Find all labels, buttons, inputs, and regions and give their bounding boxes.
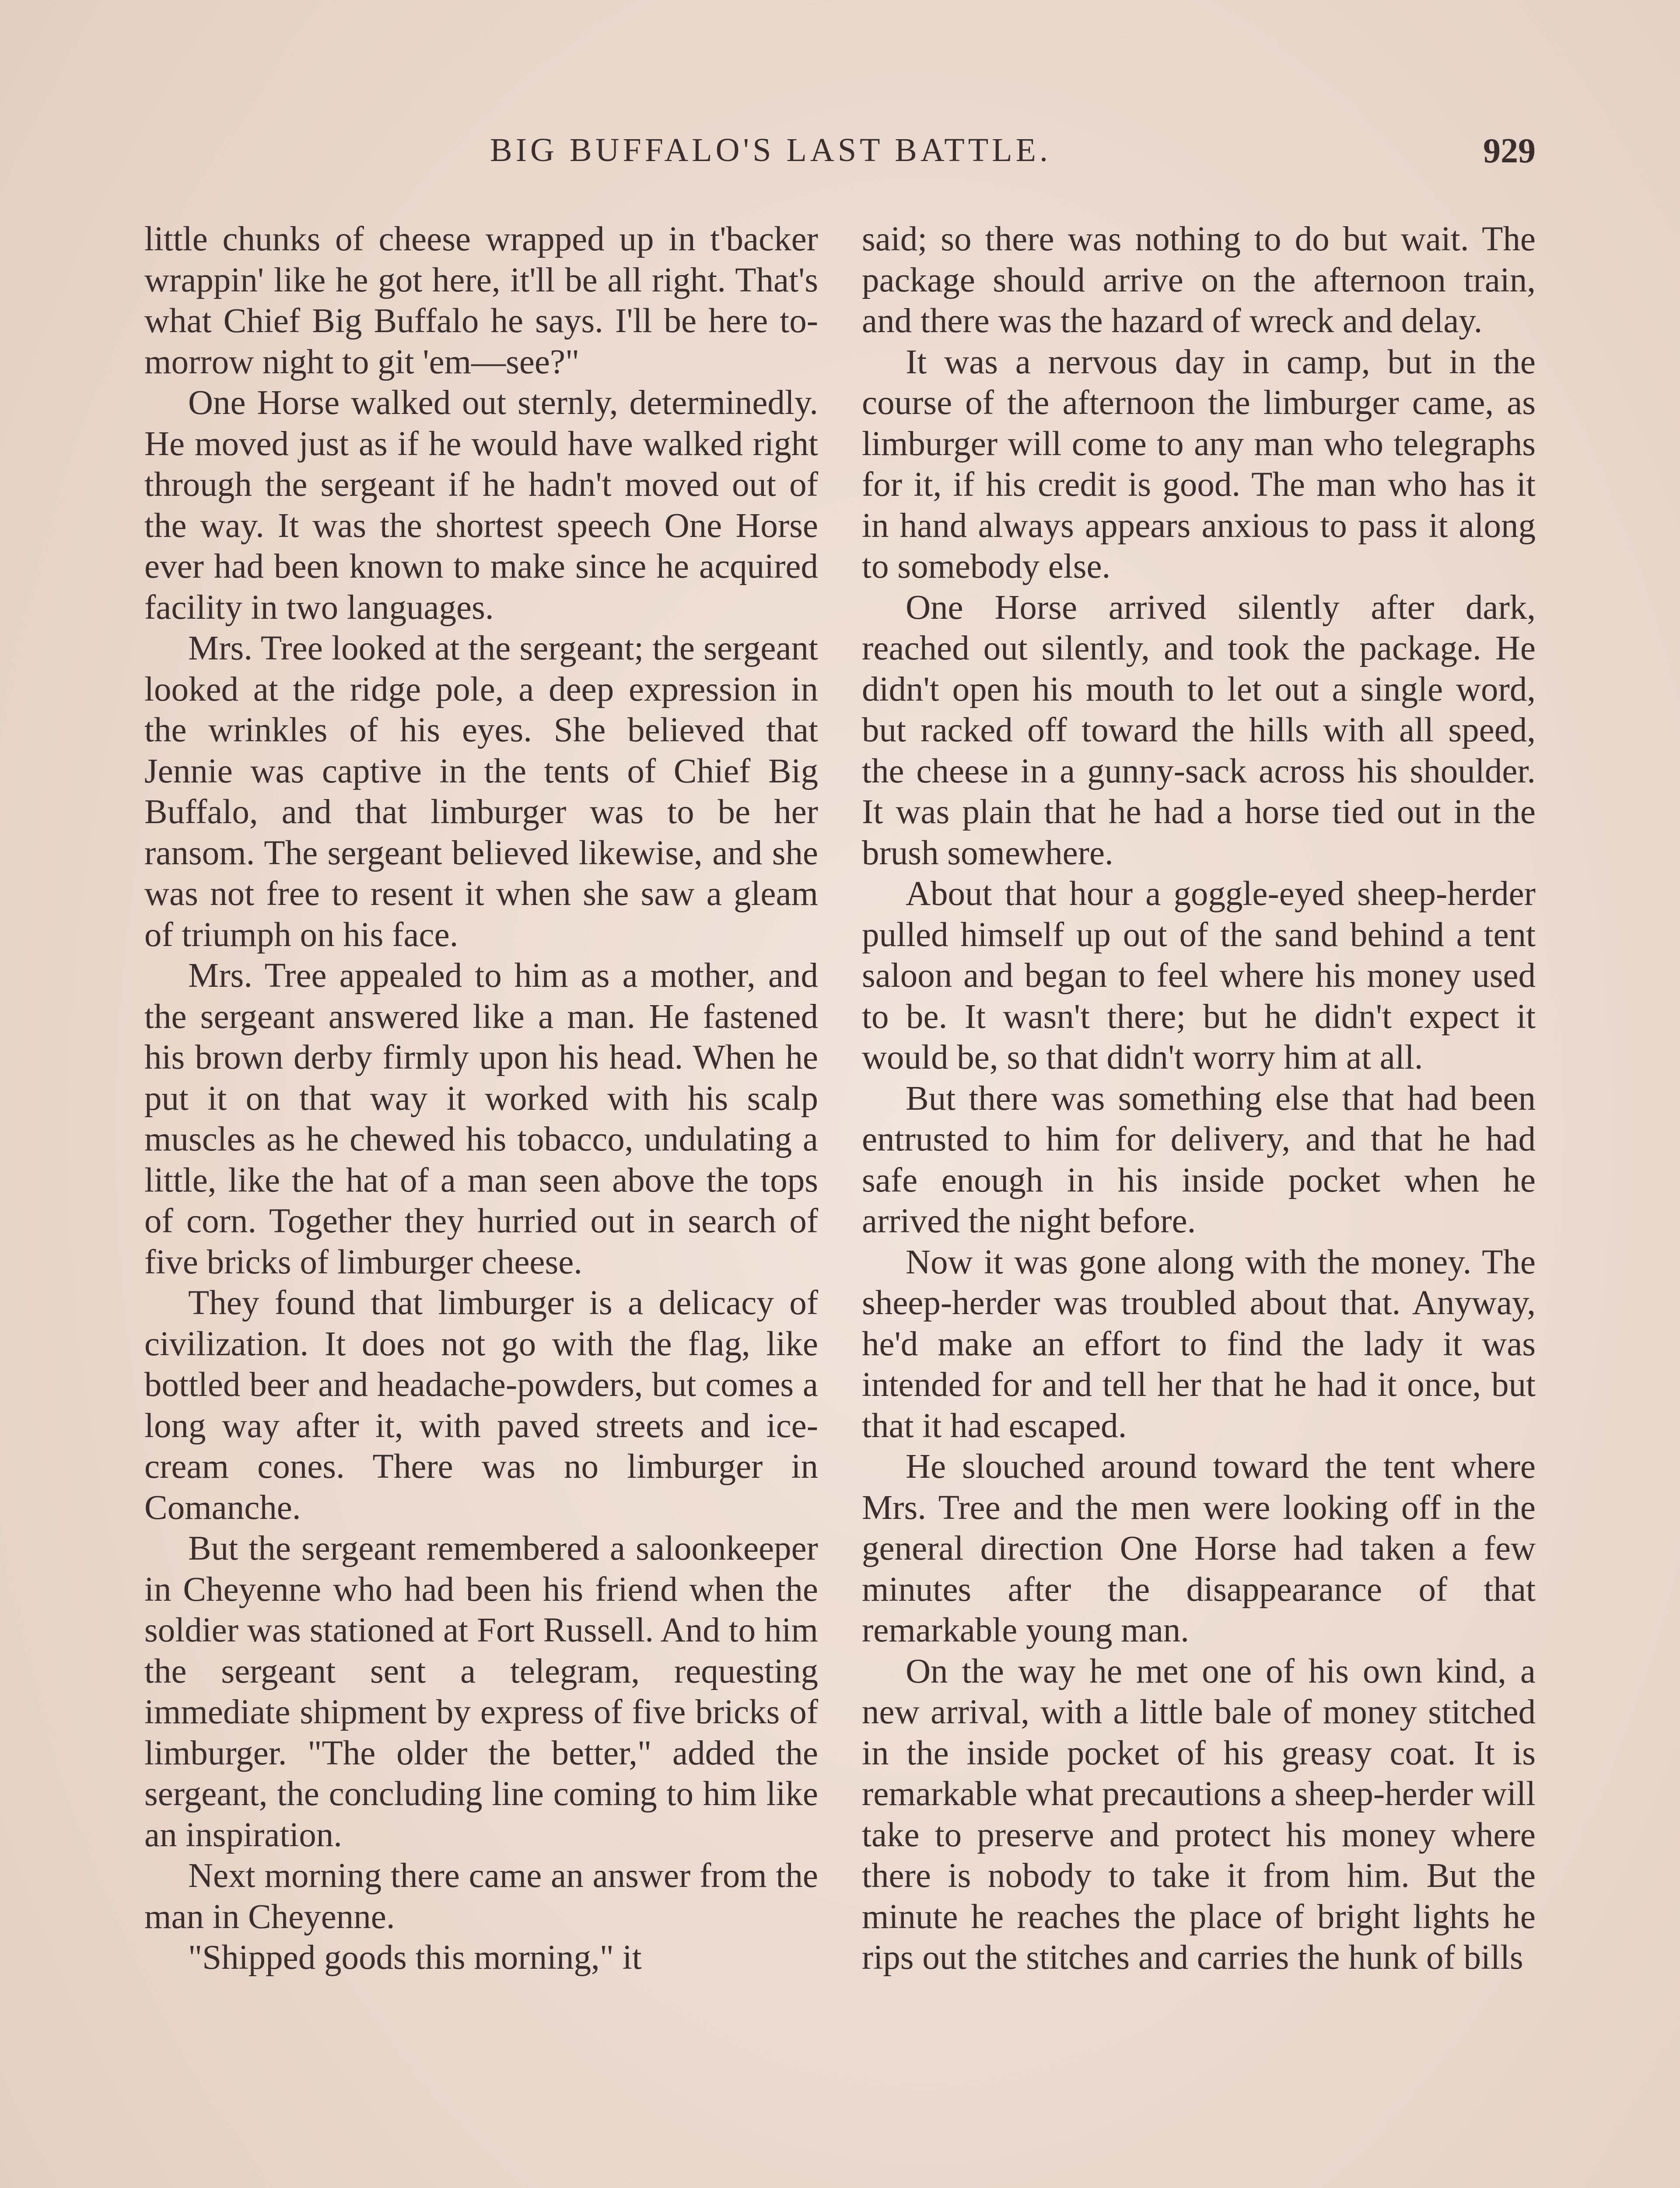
paragraph: One Horse walked out sternly, determinedly. He moved just as if he would have walked right through the sergeant if he hadn't moved out of the way. It was the shortest speech One Horse ever had been known to make since he acquired facility in two languages. (144, 384, 818, 627)
page-number: 929 (1483, 132, 1536, 170)
paragraph: One Horse arrived silently after dark, reached out silently, and took the package. He didn't open his mouth to let out a single word, but racked off toward the hills with all speed, the cheese in a gunny-sack across his shoulder. It was plain that he had a horse tied out in the brush somewhere. (862, 588, 1536, 872)
paragraph: They found that limburger is a delicacy of civilization. It does not go with the flag, like bottled beer and headache-powders, but comes a long way after it, with paved streets and ice-cream cones. There was no limburger in Comanche. (144, 1284, 818, 1527)
right-column (862, 219, 1536, 1978)
paragraph: On the way he met one of his own kind, a new arrival, with a little bale of money stitched in the inside pocket of his greasy coat. It is remarkable what precautions a sheep-herder will take to preserve and protect his money where there is nobody to take it from him. But the minute he reaches the place of bright lights he rips out the stitches and carries the hunk of bills (862, 1652, 1536, 1977)
paragraph: He slouched around toward the tent where Mrs. Tree and the men were looking off in the general direction One Horse had taken a few minutes after the disappearance of that remarkable young man. (862, 1448, 1536, 1649)
paragraph: little chunks of cheese wrapped up in t'backer wrappin' like he got here, it'll be all right. That's what Chief Big Buffalo he says. I'll be here to-morrow night to git 'em—see?" (144, 220, 818, 381)
paragraph: Mrs. Tree looked at the sergeant; the sergeant looked at the ridge pole, a deep expression in the wrinkles of his eyes. She believed that Jennie was captive in the tents of Chief Big Buffalo, and that limburger was to be her ransom. The sergeant believed likewise, and she was not free to resent it when she saw a gleam of triumph on his face. (144, 629, 818, 954)
paragraph: About that hour a goggle-eyed sheep-herder pulled himself up out of the sand behind a tent saloon and began to feel where his money used to be. It wasn't there; but he didn't expect it would be, so that didn't worry him at all. (862, 875, 1536, 1076)
left-column (144, 219, 818, 1978)
paragraph: But there was something else that had been entrusted to him for delivery, and that he had safe enough in his inside pocket when he arrived the night before. (862, 1079, 1536, 1240)
paragraph: Now it was gone along with the money. The sheep-herder was troubled about that. Anyway, he'd make an effort to find the lady it was intended for and tell her that he had it once, but that it had escaped. (862, 1243, 1536, 1445)
paragraph: It was a nervous day in camp, but in the course of the afternoon the limburger came, as limburger will come to any man who telegraphs for it, if his credit is good. The man who has it in hand always appears anxious to pass it along to somebody else. (862, 343, 1536, 586)
paragraph: Next morning there came an answer from the man in Cheyenne. (144, 1857, 818, 1936)
running-head: BIG BUFFALO'S LAST BATTLE. (490, 132, 1051, 168)
paragraph: said; so there was nothing to do but wait. The package should arrive on the afternoon train, and there was the hazard of wreck and delay. (862, 220, 1536, 340)
paragraph: "Shipped goods this morning," it (188, 1939, 642, 1977)
paragraph: Mrs. Tree appealed to him as a mother, and the sergeant answered like a man. He fastened his brown derby firmly upon his head. When he put it on that way it worked with his scalp muscles as he chewed his tobacco, undulating a little, like the hat of a man seen above the tops of corn. Together they hurried out in search of five bricks of limburger cheese. (144, 957, 818, 1281)
paragraph: But the sergeant remembered a saloonkeeper in Cheyenne who had been his friend when the soldier was stationed at Fort Russell. And to him the sergeant sent a telegram, requesting immediate shipment by express of five bricks of limburger. "The older the better," added the sergeant, the concluding line coming to him like an inspiration. (144, 1529, 818, 1854)
